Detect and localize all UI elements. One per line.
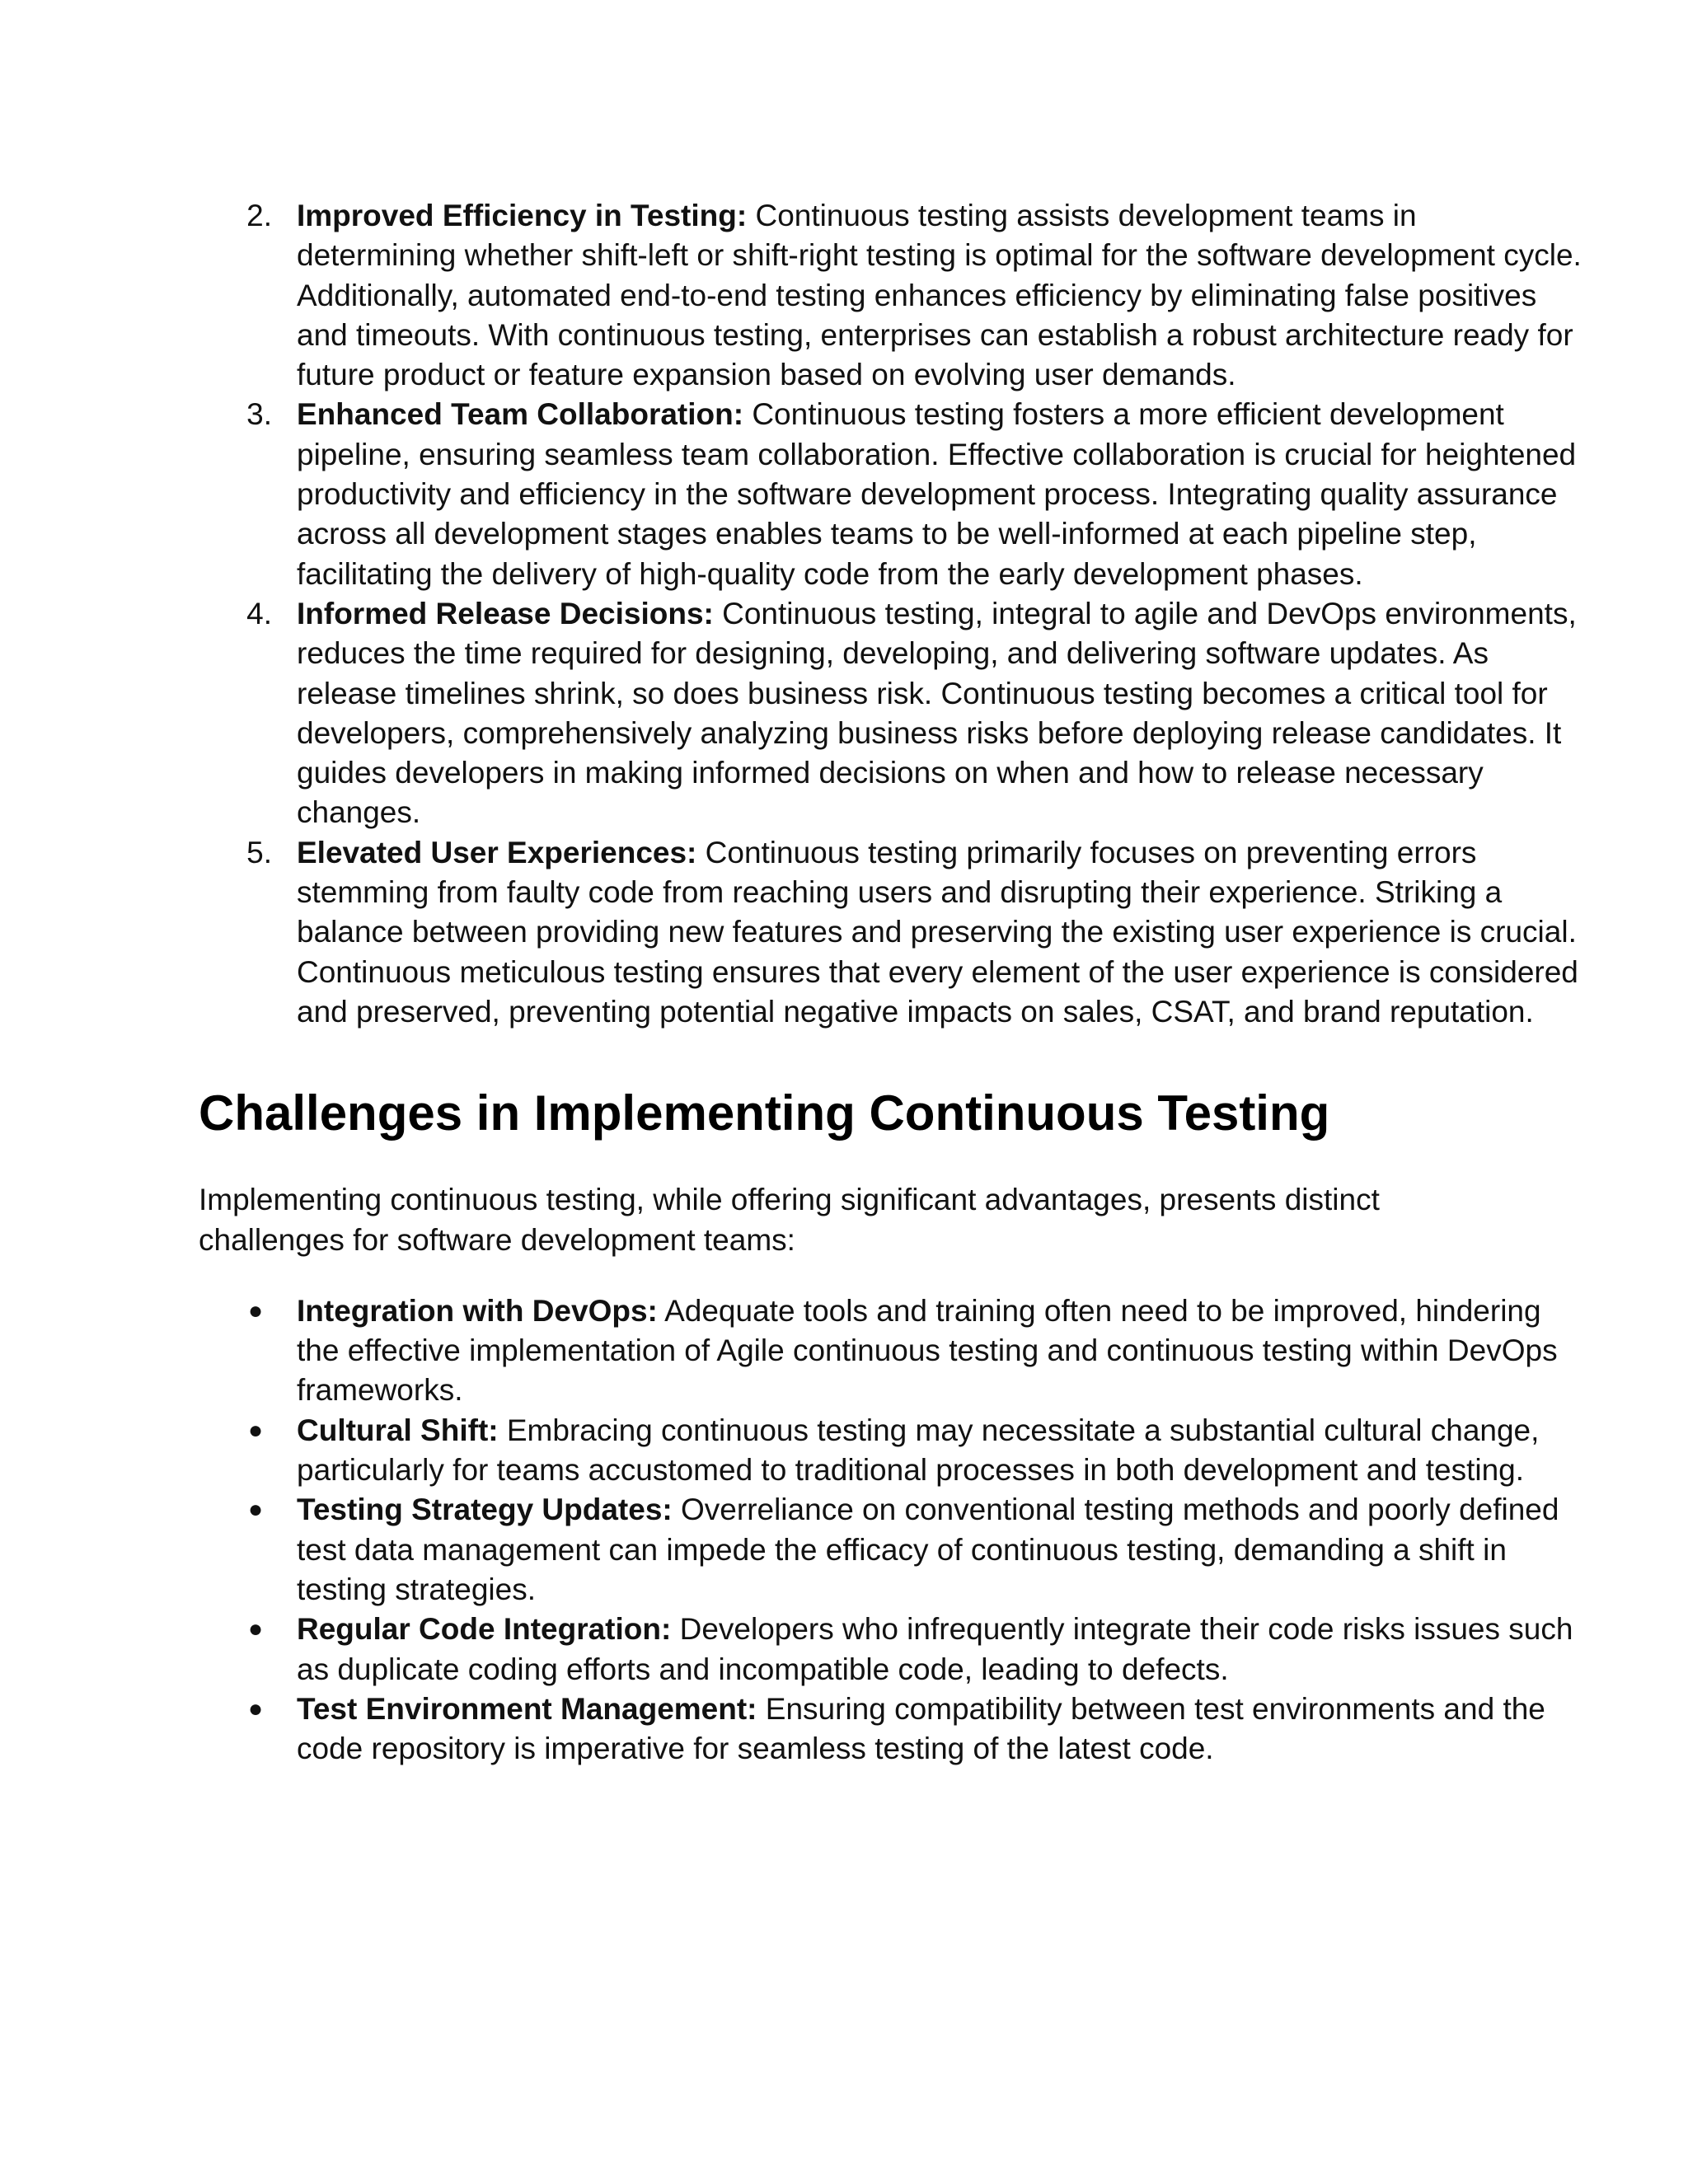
list-item-body: Overreliance on conventional testing methods and poorly defined test data management can impede the efficacy of continuous testing, demanding a shift in testing strategies. (297, 1493, 1559, 1606)
list-item-title: Cultural Shift: (297, 1413, 499, 1447)
list-item-title: Improved Efficiency in Testing: (297, 199, 748, 232)
list-number: 3. (246, 397, 272, 432)
bullet-icon: ● (248, 1416, 264, 1444)
list-item-title: Test Environment Management: (297, 1691, 757, 1726)
list-item-text (297, 1411, 1582, 1491)
list-item (199, 395, 1577, 593)
intro-paragraph: Implementing continuous testing, while offering significant advantages, presents distinct challenges for software development teams: (199, 1183, 1380, 1257)
challenges-bullet-list (199, 1291, 1573, 1769)
list-item-title: Regular Code Integration: (297, 1612, 672, 1647)
list-item-text (297, 1610, 1582, 1690)
list-item-title: Testing Strategy Updates: (297, 1493, 673, 1527)
list-item-body: Embracing continuous testing may necessitate a substantial cultural change, particularly for teams accustomed to traditional processes in both development and testing. (297, 1413, 1540, 1488)
bullet-icon: ● (248, 1615, 264, 1643)
benefits-numbered-list (199, 196, 1582, 1032)
bullet-icon: ● (248, 1296, 264, 1324)
list-item (199, 833, 1578, 1032)
list-item (199, 1291, 1558, 1411)
list-item-text (297, 1490, 1582, 1610)
list-item-body: Continuous testing, integral to agile and DevOps environments, reduces the time required for designing, developing, and delivering software updates. As release timelines shrink, so does business risk. Continuous testing becomes a critical tool for developers, comprehensively analyzing business risks before deploying release candidates. It guides developers in making informed decisions on when and how to release necessary changes. (297, 596, 1577, 830)
list-item-body: Adequate tools and training often need to be improved, hindering the effective implementation of Agile continuous testing and continuous testing within DevOps frameworks. (297, 1293, 1558, 1408)
list-item-body: Developers who infrequently integrate their code risks issues such as duplicate coding efforts and incompatible code, leading to defects. (297, 1612, 1573, 1686)
list-number: 4. (246, 596, 272, 630)
list-item-body: Ensuring compatibility between test environments and the code repository is imperative for seamless testing of the latest code. (297, 1691, 1545, 1766)
list-item (199, 1610, 1573, 1690)
list-number: 5. (246, 835, 272, 869)
list-item (199, 1411, 1540, 1491)
list-item-text (297, 594, 1582, 833)
list-item (199, 196, 1582, 395)
bullet-icon: ● (248, 1496, 264, 1524)
list-number: 2. (246, 199, 272, 232)
list-item-text (297, 196, 1582, 395)
list-item-text (297, 395, 1582, 593)
list-item-text (297, 833, 1582, 1032)
bullet-icon: ● (248, 1694, 264, 1722)
list-item-text (297, 1690, 1582, 1769)
list-item-body: Continuous testing fosters a more efficient development pipeline, ensuring seamless team collaboration. Effective collaboration is crucial for heightened productivity and efficiency in the software development process. Integrating quality assurance across all development stages enables teams to be well-informed at each pipeline step, facilitating the delivery of high-quality code from the early development phases. (297, 397, 1577, 591)
list-item-title: Enhanced Team Collaboration: (297, 397, 744, 432)
list-item-text (297, 1291, 1582, 1411)
list-item-body: Continuous testing assists development teams in determining whether shift-left or shift-right testing is optimal for the software development cycle. Additionally, automated end-to-end testing enhances efficiency by eliminating false positives and timeouts. With continuous testing, enterprises can establish a robust architecture ready for future product or feature expansion based on evolving user demands. (297, 199, 1582, 392)
document-content (199, 196, 1582, 1769)
list-item (199, 1690, 1545, 1769)
list-item-title: Elevated User Experiences: (297, 835, 697, 869)
list-item (199, 1490, 1559, 1610)
section-heading: Challenges in Implementing Continuous Testing (199, 1085, 1330, 1141)
list-item (199, 594, 1577, 833)
list-item-body: Continuous testing primarily focuses on preventing errors stemming from faulty code from reaching users and disrupting their experience. Striking a balance between providing new features and preserving the existing user experience is crucial. Continuous meticulous testing ensures that every element of the user experience is considered and preserved, preventing potential negative impacts on sales, CSAT, and brand reputation. (297, 835, 1578, 1029)
list-item-title: Integration with DevOps: (297, 1293, 658, 1328)
list-item-title: Informed Release Decisions: (297, 596, 714, 630)
